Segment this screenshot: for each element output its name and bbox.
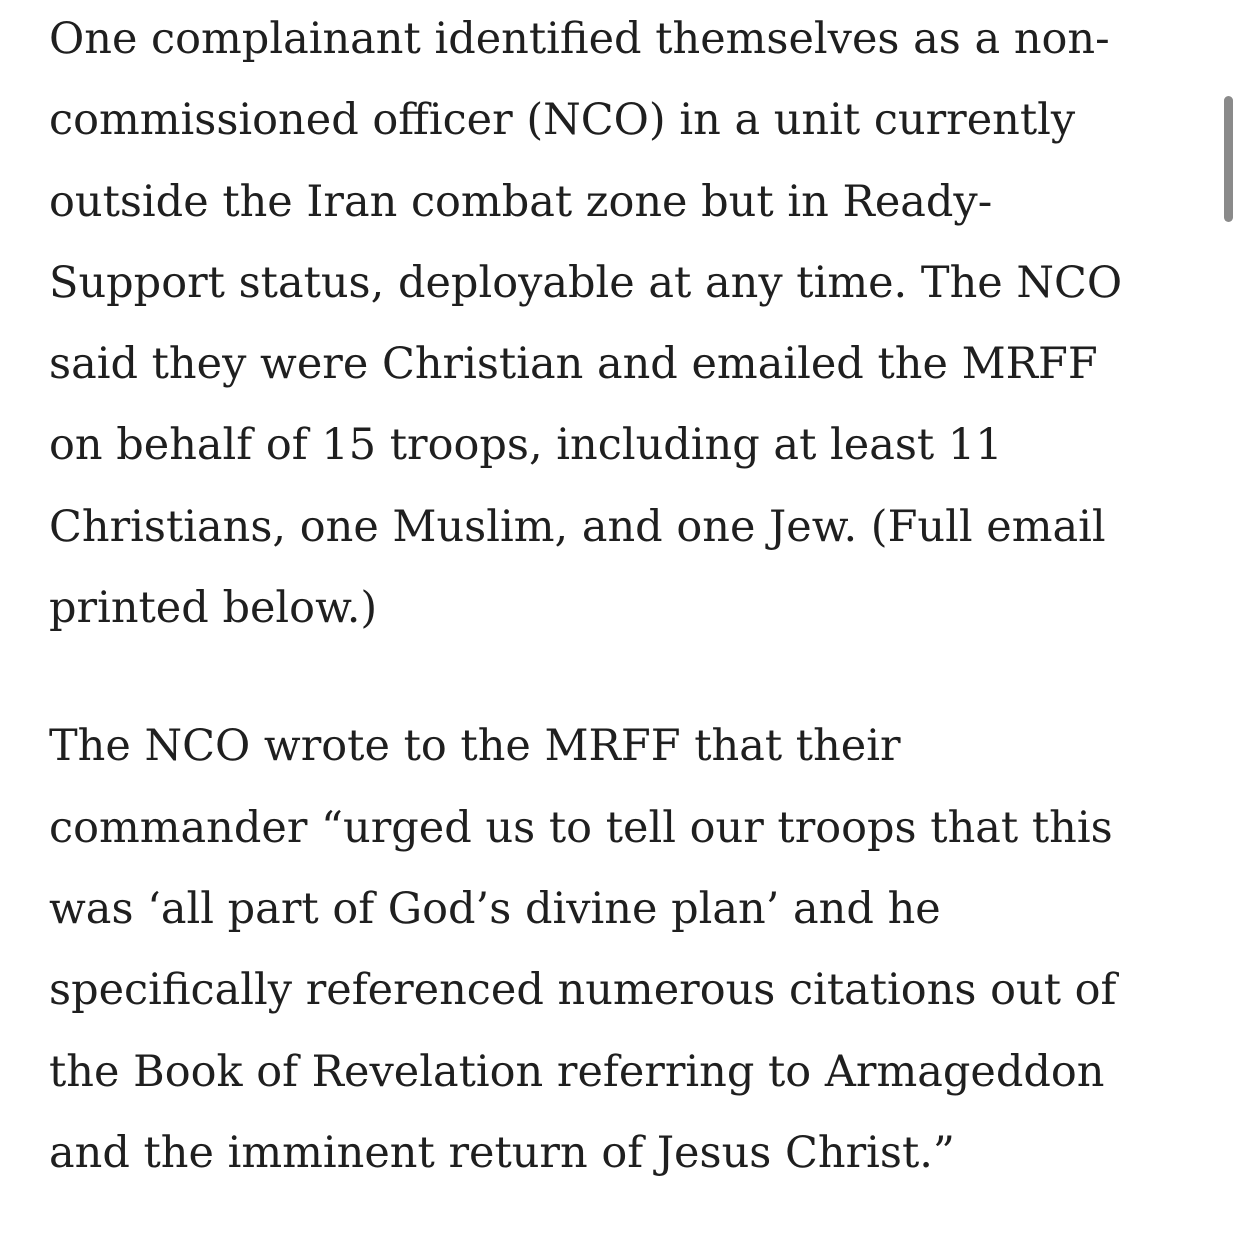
text-line: Support status, deployable at any time. The NCO	[49, 257, 1123, 308]
text-line: specifically referenced numerous citations out of	[49, 965, 1117, 1016]
text-line: commander “urged us to tell our troops that this	[49, 802, 1113, 853]
paragraph-nco-quote	[49, 706, 1219, 1194]
text-line: and the imminent return of Jesus Christ.”	[49, 1127, 955, 1178]
text-line: Christians, one Muslim, and one Jew. (Full email	[49, 501, 1106, 552]
paragraph-complainant	[49, 0, 1219, 649]
text-line: One complainant identified themselves as a non-	[49, 14, 1110, 64]
vertical-scrollbar-thumb[interactable]	[1224, 96, 1233, 222]
text-line: The NCO wrote to the MRFF that their	[49, 721, 901, 772]
text-line: outside the Iran combat zone but in Ready-	[49, 176, 993, 227]
text-line: was ‘all part of God’s divine plan’ and he	[49, 883, 941, 934]
text-line: the Book of Revelation referring to Armageddon	[49, 1046, 1105, 1097]
article-body	[49, 0, 1219, 1194]
text-line: on behalf of 15 troops, including at least 11	[49, 420, 1003, 471]
text-line: printed below.)	[49, 583, 378, 634]
text-line: commissioned officer (NCO) in a unit currently	[49, 95, 1076, 146]
text-line: said they were Christian and emailed the MRFF	[49, 339, 1098, 390]
